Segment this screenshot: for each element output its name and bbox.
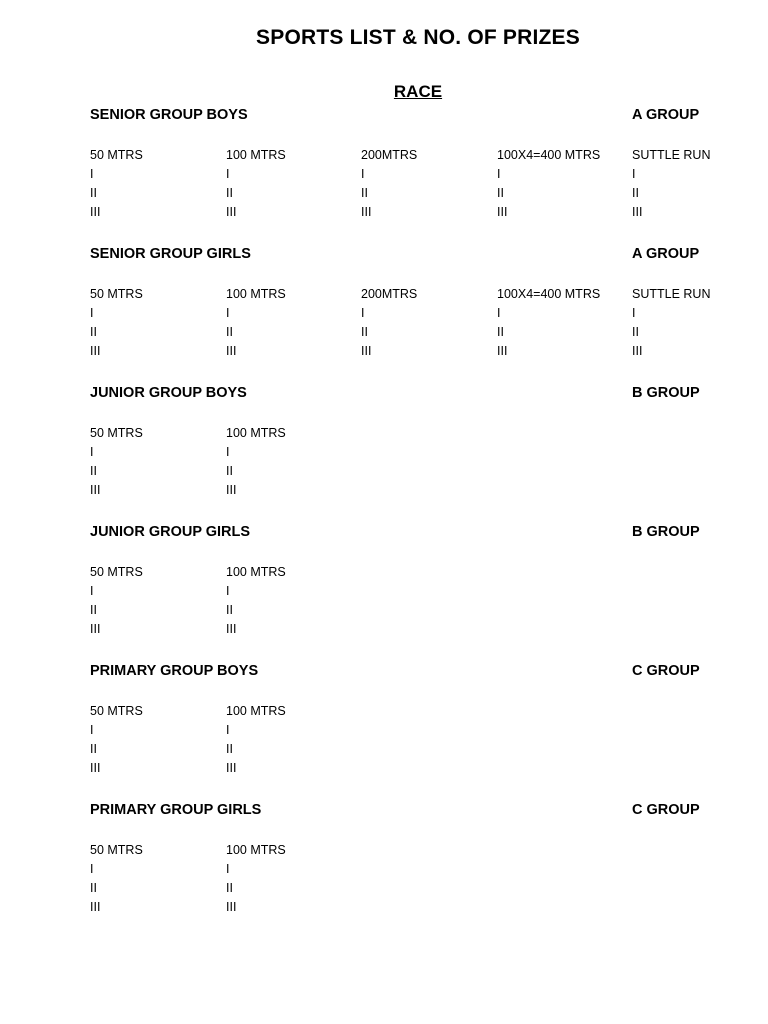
event-200m (361, 285, 417, 361)
prize-second: II (361, 186, 368, 200)
prize-second: II (226, 186, 233, 200)
prize-first: I (361, 167, 365, 181)
event-100m (226, 285, 286, 361)
prize-third: III (226, 622, 237, 636)
prize-first: I (361, 306, 365, 320)
prize-third: III (226, 344, 237, 358)
group-class: B GROUP (632, 524, 700, 540)
prize-first: I (90, 167, 94, 181)
event-50m (90, 841, 143, 917)
event-title: 100 MTRS (226, 704, 286, 718)
group-class: C GROUP (632, 663, 700, 679)
group-name: SENIOR GROUP BOYS (90, 107, 248, 123)
prize-first: I (497, 306, 501, 320)
prize-third: III (90, 205, 101, 219)
prize-second: II (226, 881, 233, 895)
prize-first: I (90, 584, 94, 598)
event-100m (226, 841, 286, 917)
event-title: 100 MTRS (226, 843, 286, 857)
event-50m (90, 146, 143, 222)
event-title: 50 MTRS (90, 426, 143, 440)
prize-third: III (90, 761, 101, 775)
prize-third: III (90, 622, 101, 636)
prize-third: III (497, 344, 508, 358)
prize-second: II (226, 325, 233, 339)
event-50m (90, 563, 143, 639)
prize-third: III (226, 483, 237, 497)
prize-first: I (90, 445, 94, 459)
event-title: 100 MTRS (226, 148, 286, 162)
group-class: A GROUP (632, 246, 700, 262)
event-100m (226, 563, 286, 639)
prize-second: II (226, 464, 233, 478)
prize-second: II (90, 742, 97, 756)
prize-first: I (90, 306, 94, 320)
event-50m (90, 424, 143, 500)
prize-third: III (226, 761, 237, 775)
event-title: 100 MTRS (226, 287, 286, 301)
group-class: C GROUP (632, 802, 700, 818)
document-title: SPORTS LIST & NO. OF PRIZES (256, 26, 580, 49)
event-list (90, 424, 730, 500)
prize-second: II (497, 186, 504, 200)
event-100m (226, 702, 286, 778)
event-suttle-run (632, 285, 710, 361)
event-list (90, 563, 730, 639)
event-title: 200MTRS (361, 287, 418, 301)
prize-second: II (90, 325, 97, 339)
event-title: 100X4=400 MTRS (497, 287, 601, 301)
event-title: 100 MTRS (226, 565, 286, 579)
prize-third: III (90, 483, 101, 497)
prize-second: II (90, 464, 97, 478)
prize-second: II (90, 881, 97, 895)
group-class: B GROUP (632, 385, 700, 401)
prize-first: I (90, 862, 94, 876)
event-title: 50 MTRS (90, 565, 143, 579)
group-header (90, 385, 730, 407)
event-list (90, 702, 730, 778)
event-200m (361, 146, 417, 222)
prize-third: III (90, 344, 101, 358)
prize-third: III (226, 900, 237, 914)
prize-second: II (90, 186, 97, 200)
group-name: JUNIOR GROUP BOYS (90, 385, 247, 401)
prize-third: III (632, 205, 643, 219)
prize-second: II (226, 742, 233, 756)
prize-first: I (632, 306, 636, 320)
prize-second: II (632, 325, 639, 339)
event-50m (90, 702, 143, 778)
event-title: 200MTRS (361, 148, 418, 162)
prize-second: II (90, 603, 97, 617)
prize-second: II (226, 603, 233, 617)
group-header (90, 246, 730, 268)
event-title: 100 MTRS (226, 426, 286, 440)
group-senior-girls (90, 246, 730, 361)
event-list (90, 146, 730, 222)
group-primary-boys (90, 663, 730, 778)
prize-first: I (497, 167, 501, 181)
event-suttle-run (632, 146, 710, 222)
prize-first: I (226, 445, 230, 459)
event-title: 50 MTRS (90, 704, 143, 718)
prize-third: III (90, 900, 101, 914)
event-list (90, 285, 730, 361)
prize-second: II (497, 325, 504, 339)
prize-first: I (632, 167, 636, 181)
group-name: PRIMARY GROUP BOYS (90, 663, 259, 679)
prize-third: III (497, 205, 508, 219)
section-heading-race: RACE (393, 82, 443, 101)
prize-first: I (226, 584, 230, 598)
group-header (90, 663, 730, 685)
group-primary-girls (90, 802, 730, 917)
group-class: A GROUP (632, 107, 700, 123)
prize-second: II (361, 325, 368, 339)
prize-first: I (226, 862, 230, 876)
prize-first: I (226, 167, 230, 181)
event-title: SUTTLE RUN (632, 287, 711, 301)
group-header (90, 802, 730, 824)
group-header (90, 107, 730, 129)
prize-second: II (632, 186, 639, 200)
prize-first: I (90, 723, 94, 737)
event-title: 100X4=400 MTRS (497, 148, 601, 162)
prize-third: III (226, 205, 237, 219)
group-header (90, 524, 730, 546)
group-name: PRIMARY GROUP GIRLS (90, 802, 262, 818)
group-junior-boys (90, 385, 730, 500)
prize-third: III (632, 344, 643, 358)
group-junior-girls (90, 524, 730, 639)
event-title: 50 MTRS (90, 148, 143, 162)
event-list (90, 841, 730, 917)
event-title: 50 MTRS (90, 843, 143, 857)
event-100m (226, 424, 286, 500)
event-relay (497, 146, 600, 222)
event-relay (497, 285, 600, 361)
prize-first: I (226, 306, 230, 320)
event-100m (226, 146, 286, 222)
event-50m (90, 285, 143, 361)
event-title: SUTTLE RUN (632, 148, 711, 162)
group-name: SENIOR GROUP GIRLS (90, 246, 251, 262)
group-senior-boys (90, 107, 730, 222)
prize-third: III (361, 205, 372, 219)
event-title: 50 MTRS (90, 287, 143, 301)
group-name: JUNIOR GROUP GIRLS (90, 524, 251, 540)
prize-first: I (226, 723, 230, 737)
prize-third: III (361, 344, 372, 358)
